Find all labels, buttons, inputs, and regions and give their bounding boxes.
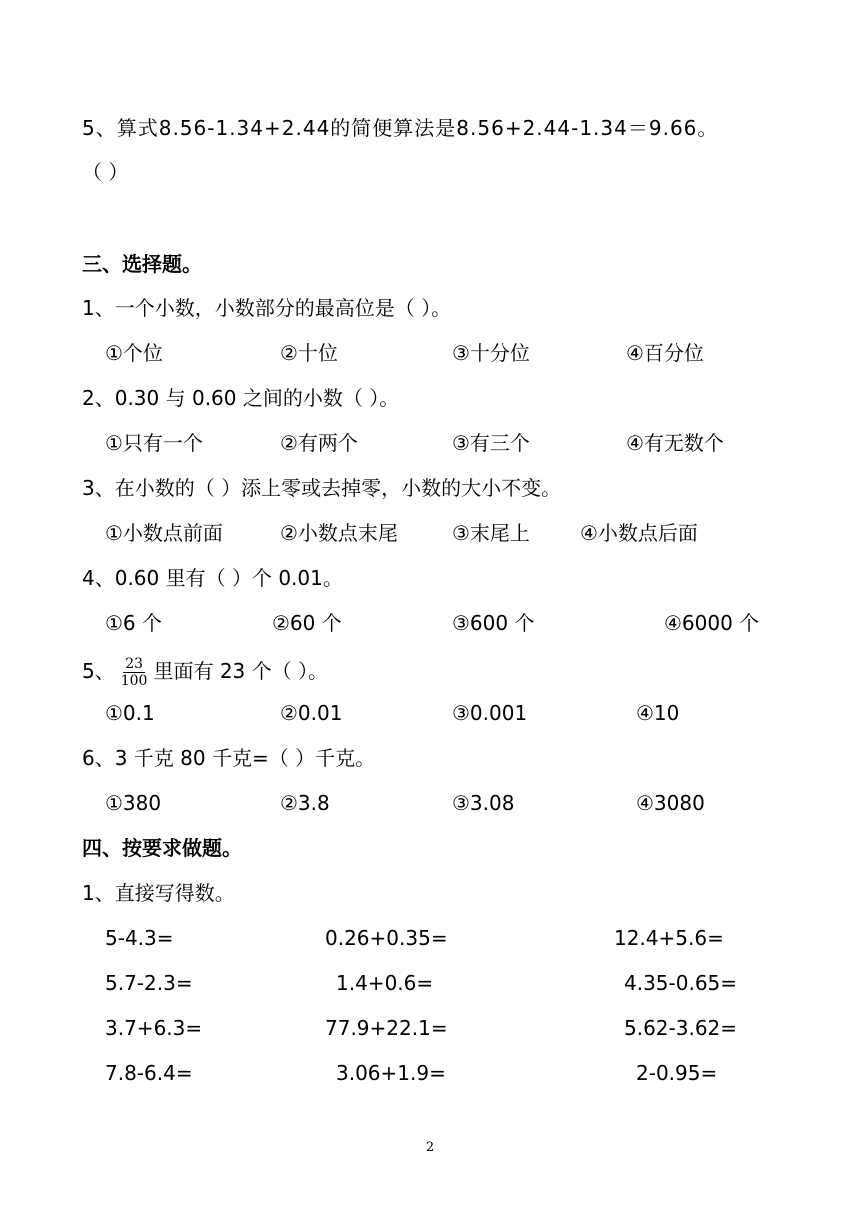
calc-item: 3.06+1.9= [336,1061,446,1085]
section-4-title: 四、按要求做题。 [82,836,242,860]
q5-option-b: ②0.01 [280,701,343,725]
q2-option-b: ②有两个 [280,431,358,455]
q4-option-b: ②60 个 [272,611,342,635]
q4-option-a: ①6 个 [105,611,163,635]
q4-option-d: ④6000 个 [664,611,760,635]
page-number: 2 [425,1140,435,1155]
section-4-subtitle: 1、直接写得数。 [82,881,235,905]
calc-item: 5.7-2.3= [105,971,193,995]
q5-suffix: 里面有 23 个（ ）。 [153,659,328,683]
calc-item: 5.62-3.62= [624,1016,738,1040]
q5-prefix: 5、 [82,659,115,683]
q2-option-a: ①只有一个 [105,431,203,455]
section-3-title: 三、选择题。 [82,252,202,276]
calc-item: 7.8-6.4= [105,1061,193,1085]
q6-option-d: ④3080 [636,791,705,815]
q2-option-c: ③有三个 [452,431,530,455]
q5-option-c: ③0.001 [452,701,528,725]
tf-question-5: 5、算式8.56-1.34+2.44的简便算法是8.56+2.44-1.34＝9.66。 [82,116,719,140]
q1-option-b: ②十位 [280,341,338,365]
calc-item: 3.7+6.3= [105,1016,203,1040]
q6-option-a: ①380 [105,791,162,815]
q5-fraction-denominator: 100 [120,673,148,689]
q1-stem: 1、一个小数，小数部分的最高位是（ ）。 [82,296,452,320]
q5-stem [82,651,328,691]
q5-option-a: ①0.1 [105,701,155,725]
q3-stem: 3、在小数的（ ）添上零或去掉零，小数的大小不变。 [82,476,562,500]
q5-fraction [119,656,150,689]
q6-option-c: ③3.08 [452,791,515,815]
q3-option-a: ①小数点前面 [105,521,223,545]
q6-option-b: ②3.8 [280,791,330,815]
q2-option-d: ④有无数个 [626,431,724,455]
q5-option-d: ④10 [636,701,680,725]
calc-item: 77.9+22.1= [325,1016,448,1040]
calc-item: 5-4.3= [105,926,174,950]
q3-option-b: ②小数点末尾 [280,521,398,545]
calc-item: 2-0.95= [636,1061,718,1085]
q4-stem: 4、0.60 里有（ ）个 0.01。 [82,566,343,590]
q4-option-c: ③600 个 [452,611,535,635]
q1-option-c: ③十分位 [452,341,530,365]
q5-fraction-numerator: 23 [125,656,144,672]
calc-item: 1.4+0.6= [336,971,434,995]
q1-option-d: ④百分位 [626,341,704,365]
q6-stem: 6、3 千克 80 千克=（ ）千克。 [82,746,376,770]
calc-item: 0.26+0.35= [325,926,448,950]
calc-item: 4.35-0.65= [624,971,738,995]
q3-option-c: ③末尾上 [452,521,530,545]
q1-option-a: ①个位 [105,341,163,365]
tf-answer-blank: （ ） [82,160,129,184]
calc-item: 12.4+5.6= [614,926,724,950]
q3-option-d: ④小数点后面 [580,521,698,545]
q2-stem: 2、0.30 与 0.60 之间的小数（ ）。 [82,386,400,410]
